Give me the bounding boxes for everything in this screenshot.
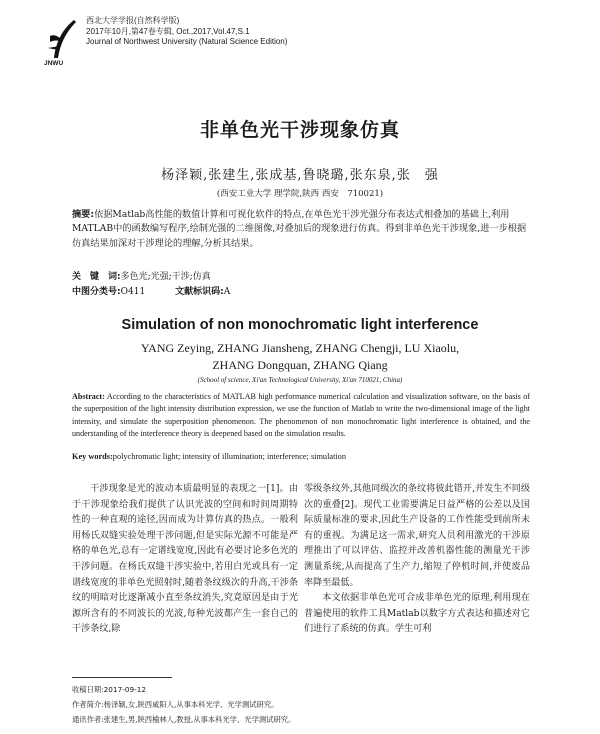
journal-name-en: Journal of Northwest University (Natural Science Edition) — [86, 37, 288, 46]
abstract-cn-label: 摘要: — [72, 209, 95, 220]
keywords-en-label: Key words: — [72, 452, 113, 461]
body-paragraph: 本文依据非单色光可合成非单色光的原理,利用现在普遍使用的软件工具Matlab以数字方式表达和描述对它们进行了系统的仿真。学生可利 — [304, 593, 530, 635]
authors-cn: 杨泽颖,张建生,张成基,鲁晓璐,张东泉,张 强 — [161, 168, 439, 183]
keywords-cn-text: 多色光;光强;干涉;仿真 — [120, 272, 211, 282]
body-column-left — [72, 482, 298, 638]
journal-header — [86, 16, 287, 48]
affiliation-en: (School of science, Xi'an Technological University, Xi'an 710021, China) — [197, 376, 403, 384]
quill-logo-icon — [44, 18, 84, 64]
footnote-author: 作者简介:杨泽颖,女,陕西咸阳人,从事本科光学、光学测试研究。 — [72, 700, 279, 709]
affiliation-cn: (西安工业大学 理学院,陕西 西安 710021) — [216, 189, 384, 199]
abstract-cn-text: 依据Matlab高性能的数值计算和可视化软件的特点,在单色光干涉光强分布表达式相叠加的基础上,利用MATLAB中的函数编写程序,绘制光强的二维图像,对叠加后的现象进行仿真。得到非单色光干涉现象,进一步根据仿真结果加深对干涉理论的理解,分析其结果。 — [72, 209, 527, 249]
authors-en-line1: YANG Zeying, ZHANG Jiansheng, ZHANG Chengji, LU Xiaolu, — [140, 341, 460, 355]
doc-code-label: 文献标识码: — [175, 287, 224, 297]
logo-text: JNWU — [44, 60, 64, 67]
footnote-rule — [72, 677, 172, 678]
doc-code-value: A — [223, 287, 231, 297]
body-paragraph: 零级条纹外,其他同级次的条纹将彼此错开,并发生不同级次的重叠[2]。现代工业需要满足日益严格的公差以及国际质量标准的要求,因此生产设备的工作性能受到前所未有的重视。为满足这一需求,研究人员利用激光的干涉原理推出了可以评估、监控并改善机器性能的测量光干涉测量系统,从而提高了生产力,缩短了停机时间,并使废品率降至最低。 — [304, 484, 530, 588]
abstract-en — [72, 391, 530, 441]
footnote-corresponding: 通讯作者:张建生,男,陕西榆林人,教授,从事本科光学、光学测试研究。 — [72, 715, 296, 724]
journal-issue: 2017年10月,第47卷专辑, Oct.,2017,Vol.47,S.1 — [86, 26, 250, 36]
keywords-en — [72, 452, 346, 461]
title-en: Simulation of non monochromatic light interference — [121, 317, 479, 333]
body-column-right — [304, 482, 530, 638]
abstract-en-label: Abstract: — [72, 392, 105, 401]
body-paragraph: 干涉现象是光的波动本质最明显的表现之一[1]。由于干涉现象给我们提供了认识光波的空间和时间周期特性的一种直观的途径,因而成为计算仿真的热点。一般利用杨氏双缝实验处理干涉问题,但是实际光源不可能是严格的单色光,总有一定谱线宽度,因此有必要讨论多色光的干涉问题。在杨氏双缝干涉实验中,若用白光或具有一定谱线宽度的非单色光照射时,随着条纹级次的升高,干涉条纹的明暗对比逐渐减小直至条纹消失,究竟原因是由于光源所含有的不同波长的光波,每种光波都产生一套自己的干涉条纹,除 — [72, 484, 298, 635]
clc-value: O411 — [120, 287, 146, 297]
authors-en — [0, 340, 600, 374]
keywords-cn — [72, 269, 211, 282]
classification — [72, 284, 230, 297]
abstract-en-text: According to the characteristics of MATLAB high performance numerical calculation and visualization software, on the basis of the superposition of the light intensity distribution expression, we use the function of Matlab to write the two-dimensional image of the light intensity, and simulate the superposition phenomenon. The phenomenon of non monochromatic light interference is obtained, and the understanding of the interference theory is deepened based on the simulation results. — [72, 392, 531, 439]
journal-name-cn: 西北大学学报(自然科学版) — [86, 16, 180, 25]
abstract-cn — [72, 208, 528, 251]
keywords-cn-label: 关 键 词: — [72, 272, 121, 282]
clc-label: 中图分类号: — [72, 287, 121, 297]
title-cn: 非单色光干涉现象仿真 — [199, 119, 400, 141]
journal-logo — [44, 18, 84, 64]
keywords-en-text: polychromatic light; intensity of illumination; interference; simulation — [112, 452, 346, 461]
footnote-received: 收稿日期:2017-09-12 — [72, 685, 147, 694]
authors-en-line2: ZHANG Dongquan, ZHANG Qiang — [212, 358, 388, 372]
